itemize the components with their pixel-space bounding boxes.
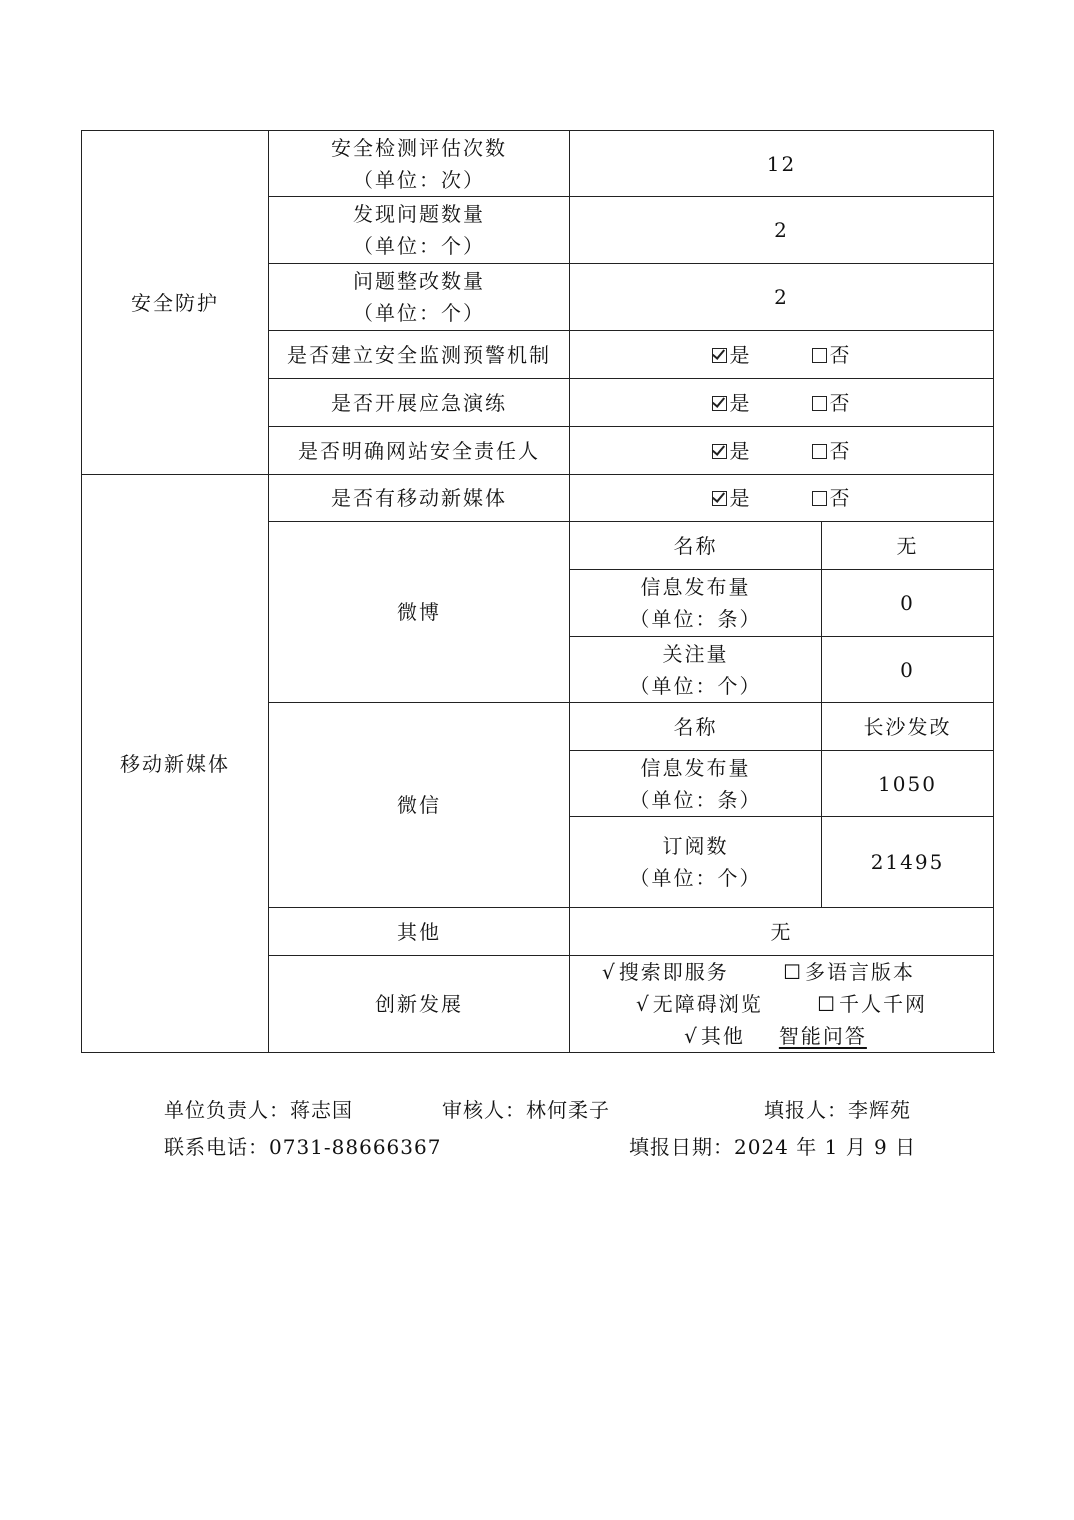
tick-icon: √ xyxy=(684,1024,699,1048)
innovation-item[interactable]: ☐ 千人千网 xyxy=(817,988,927,1020)
checkbox-checked-icon[interactable] xyxy=(712,491,727,506)
report-table xyxy=(81,130,994,1053)
checkbox-empty-icon[interactable] xyxy=(812,348,827,363)
tick-icon: √ xyxy=(601,960,617,984)
yes-no-choice: 是 否 xyxy=(570,331,994,379)
table-row xyxy=(82,475,994,522)
checkbox-empty-icon[interactable] xyxy=(812,491,827,506)
unit-leader: 单位负责人：蒋志国 xyxy=(164,1098,353,1122)
innovation-section-label: 创新发展 xyxy=(269,956,570,1053)
checkbox-empty-icon[interactable] xyxy=(812,444,827,459)
wechat-name: 长沙发改 xyxy=(822,703,994,751)
row-label: 问题整改数量 （单位：个） xyxy=(269,264,570,331)
checkbox-checked-icon[interactable] xyxy=(712,348,727,363)
innovation-item[interactable]: ☐ 多语言版本 xyxy=(783,956,915,988)
wechat-label: 微信 xyxy=(269,703,570,908)
cell-label: 名称 xyxy=(570,703,822,751)
row-label: 安全检测评估次数 （单位：次） xyxy=(269,131,570,197)
weibo-posts: 0 xyxy=(822,570,994,637)
media-section-label: 移动新媒体 xyxy=(82,475,269,1053)
other-innovation-value: 智能问答 xyxy=(778,1024,867,1048)
issues-found-count: 2 xyxy=(570,197,994,264)
other-media-value: 无 xyxy=(570,908,994,956)
yes-no-choice: 是 否 xyxy=(570,427,994,475)
checkbox-checked-icon[interactable] xyxy=(712,444,727,459)
checkbox-checked-icon[interactable] xyxy=(712,396,727,411)
innovation-item[interactable]: √ 无障碍浏览 xyxy=(636,988,763,1020)
row-label: 其他 xyxy=(269,908,570,956)
innovation-item[interactable]: √ 搜索即服务 xyxy=(602,956,729,988)
table-row xyxy=(82,131,994,197)
fill-date: 填报日期：2024 年 1 月 9 日 xyxy=(629,1135,917,1159)
row-label: 是否建立安全监测预警机制 xyxy=(269,331,570,379)
checkbox-empty-icon: ☐ xyxy=(817,992,838,1016)
security-section-label: 安全防护 xyxy=(82,131,269,475)
checkbox-empty-icon[interactable] xyxy=(812,396,827,411)
cell-label: 信息发布量 （单位：条） xyxy=(570,751,822,817)
checkbox-empty-icon: ☐ xyxy=(783,960,804,984)
row-label: 是否有移动新媒体 xyxy=(269,475,570,522)
cell-label: 关注量 （单位：个） xyxy=(570,637,822,703)
yes-no-choice: 是 否 xyxy=(570,475,994,522)
issues-fixed-count: 2 xyxy=(570,264,994,331)
filler: 填报人：李辉苑 xyxy=(764,1098,911,1122)
cell-label: 信息发布量 （单位：条） xyxy=(570,570,822,637)
weibo-name: 无 xyxy=(822,522,994,570)
reviewer: 审核人：林何柔子 xyxy=(442,1098,610,1122)
security-checks-count: 12 xyxy=(570,131,994,197)
innovation-options xyxy=(570,956,994,1053)
row-label: 是否明确网站安全责任人 xyxy=(269,427,570,475)
weibo-label: 微博 xyxy=(269,522,570,703)
wechat-subscribers: 21495 xyxy=(822,817,994,908)
tick-icon: √ xyxy=(635,992,651,1016)
row-label: 发现问题数量 （单位：个） xyxy=(269,197,570,264)
other-label: 其他 xyxy=(700,1024,745,1048)
weibo-followers: 0 xyxy=(822,637,994,703)
cell-label: 名称 xyxy=(570,522,822,570)
wechat-posts: 1050 xyxy=(822,751,994,817)
contact-phone: 联系电话：0731-88666367 xyxy=(164,1135,442,1159)
yes-no-choice: 是 否 xyxy=(570,379,994,427)
row-label: 是否开展应急演练 xyxy=(269,379,570,427)
cell-label: 订阅数 （单位：个） xyxy=(570,817,822,908)
